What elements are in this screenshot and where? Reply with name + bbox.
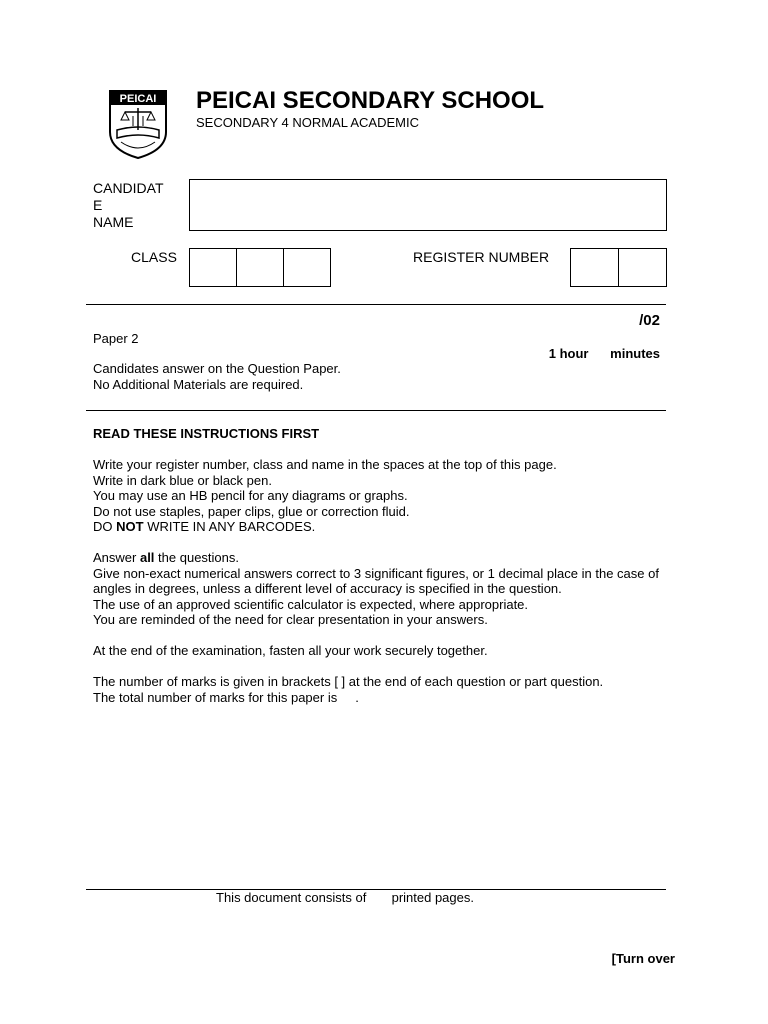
- paper-label: Paper 2: [93, 331, 139, 346]
- candidate-name-label: CANDIDAT E NAME: [93, 180, 164, 230]
- instructions-block-3: At the end of the examination, fasten all your work securely together.: [93, 643, 488, 658]
- school-crest-logo: [107, 88, 169, 160]
- register-number-cell[interactable]: [571, 249, 619, 286]
- paper-duration: 1 hour minutes: [548, 346, 660, 361]
- register-number-label: REGISTER NUMBER: [413, 249, 550, 265]
- turn-over-note: [Turn over: [611, 951, 675, 966]
- class-field: [189, 248, 331, 287]
- class-label: CLASS: [131, 249, 177, 265]
- class-cell[interactable]: [190, 249, 237, 286]
- candidate-name-field[interactable]: [189, 179, 667, 231]
- class-cell[interactable]: [237, 249, 284, 286]
- candidate-notes: Candidates answer on the Question Paper. No Additional Materials are required.: [93, 361, 341, 392]
- school-level: SECONDARY 4 NORMAL ACADEMIC: [196, 115, 419, 130]
- instructions-block-1: Write your register number, class and name in the spaces at the top of this page. Write in dark blue or black pen. You may use an HB pencil for any diagrams or graphs. Do not use staples, paper clips, glue or correction fluid. DO NOT WRITE IN ANY BARCODES.: [93, 457, 557, 534]
- logo-text: PEICAI: [119, 93, 157, 105]
- divider: [86, 304, 666, 305]
- instructions-body: [93, 457, 659, 721]
- paper-code: /02: [639, 312, 660, 329]
- instructions-block-2: Answer all the questions. Give non-exact numerical answers correct to 3 significant figures, or 1 decimal place in the case of angles in degrees, unless a different level of accuracy is specified in the question. The use of an approved scientific calculator is expected, where appropriate. You are reminded of the need for clear presentation in your answers.: [93, 550, 659, 627]
- register-number-field: [570, 248, 667, 287]
- page-count-note: This document consists of printed pages.: [216, 890, 474, 905]
- school-name: PEICAI SECONDARY SCHOOL: [196, 87, 545, 114]
- class-cell[interactable]: [284, 249, 330, 286]
- divider: [86, 410, 666, 411]
- register-number-cell[interactable]: [619, 249, 666, 286]
- instructions-title: READ THESE INSTRUCTIONS FIRST: [93, 426, 320, 441]
- instructions-block-4: The number of marks is given in brackets [ ] at the end of each question or part question. The total number of marks for this paper is .: [93, 674, 604, 705]
